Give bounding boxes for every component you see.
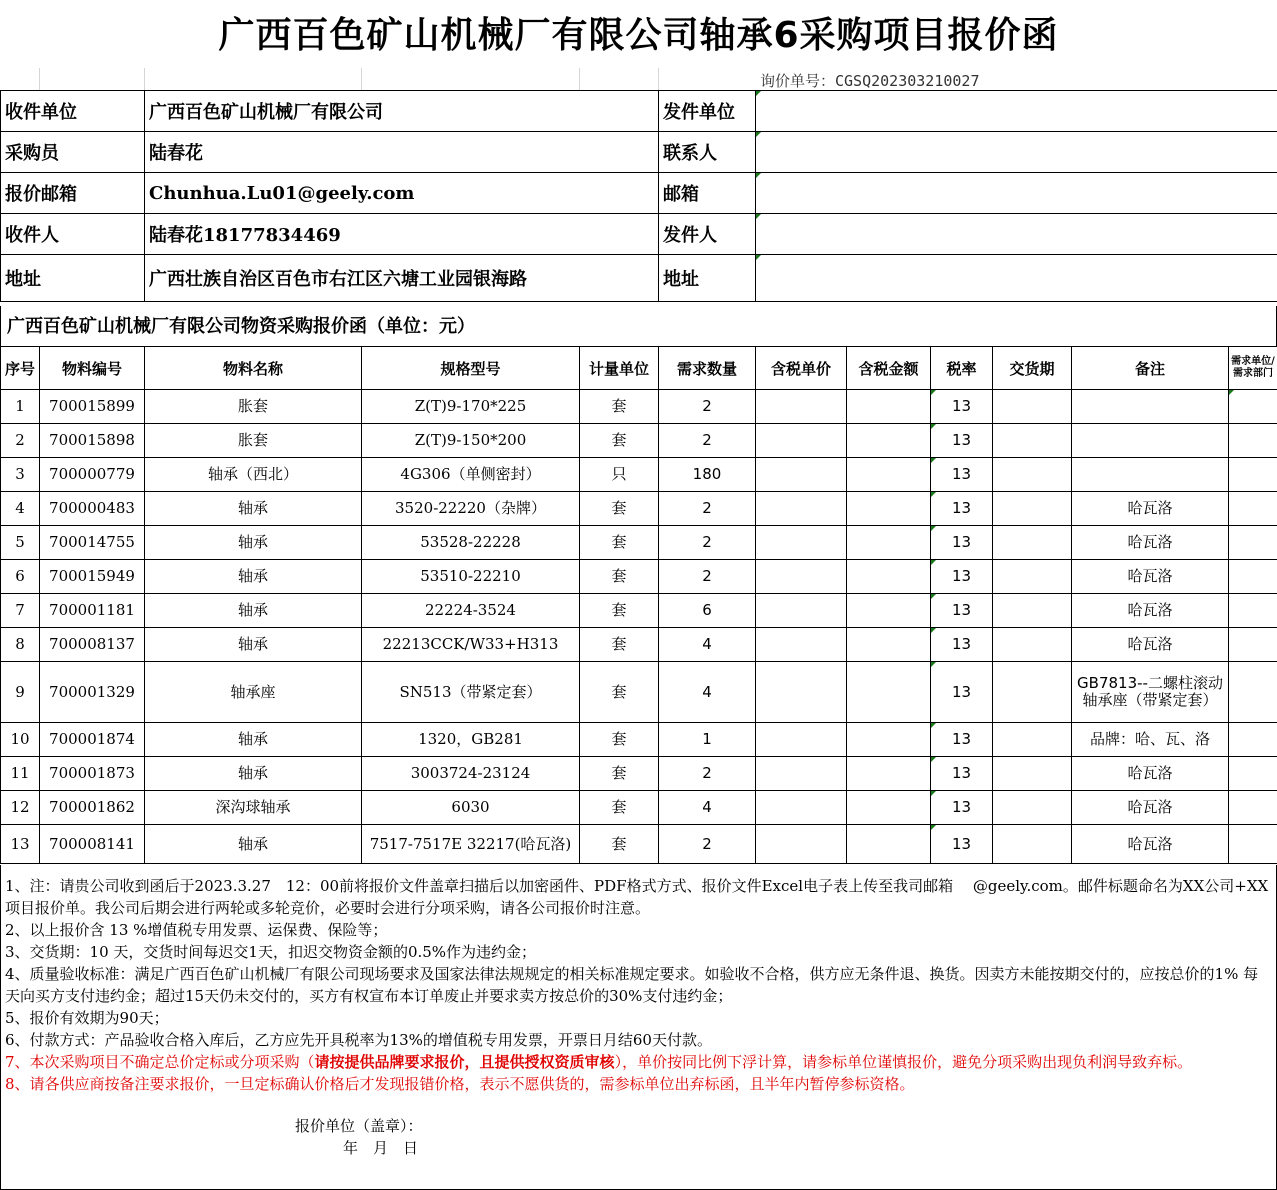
cell-unit-price[interactable] (756, 424, 847, 458)
buyer-label: 采购员 (1, 132, 145, 173)
cell-tax: 13 (931, 723, 993, 757)
cell-name: 深沟球轴承 (145, 791, 362, 825)
page-title: 广西百色矿山机械厂有限公司轴承6采购项目报价函 (218, 15, 1059, 56)
cell-qty: 2 (659, 757, 756, 791)
cell-amount[interactable] (847, 662, 931, 723)
table-header-row (1, 347, 1277, 390)
table-row (1, 594, 1277, 628)
table-row (1, 825, 1277, 864)
cell-no: 6 (1, 560, 40, 594)
cell-unit-price[interactable] (756, 390, 847, 424)
blank-spreadsheet-row (0, 68, 1277, 90)
cell-unit-price[interactable] (756, 825, 847, 864)
cell-unit-price[interactable] (756, 594, 847, 628)
cell-delivery[interactable] (993, 424, 1072, 458)
cell-delivery[interactable] (993, 723, 1072, 757)
cell-dept[interactable] (1229, 560, 1277, 594)
inquiry-number: 询价单号：CGSQ202303210027 (760, 72, 980, 90)
cell-unit-price[interactable] (756, 791, 847, 825)
cell-spec: 22213CCK/W33+H313 (362, 628, 580, 662)
table-row (1, 424, 1277, 458)
cell-name: 轴承 (145, 526, 362, 560)
cell-unit-price[interactable] (756, 492, 847, 526)
cell-code: 700001874 (40, 723, 145, 757)
cell-spec: 53528-22228 (362, 526, 580, 560)
cell-name: 轴承 (145, 492, 362, 526)
cell-dept[interactable] (1229, 424, 1277, 458)
cell-delivery[interactable] (993, 628, 1072, 662)
cell-amount[interactable] (847, 791, 931, 825)
cell-unit: 套 (580, 526, 659, 560)
cell-qty: 180 (659, 458, 756, 492)
cell-dept[interactable] (1229, 662, 1277, 723)
sender-unit-value[interactable] (756, 91, 1277, 132)
email-label: 邮箱 (659, 173, 756, 214)
cell-unit-price[interactable] (756, 458, 847, 492)
cell-remark (1072, 390, 1229, 424)
cell-spec: 3003724-23124 (362, 757, 580, 791)
cell-spec: 53510-22210 (362, 560, 580, 594)
col-header-delivery: 交货期 (993, 347, 1072, 390)
cell-spec: SN513（带紧定套） (362, 662, 580, 723)
buyer-value[interactable]: 陆春花 (145, 132, 659, 173)
cell-dept[interactable] (1229, 594, 1277, 628)
cell-dept[interactable] (1229, 628, 1277, 662)
cell-unit: 套 (580, 628, 659, 662)
address-value[interactable]: 广西壮族自治区百色市右江区六塘工业园银海路 (145, 255, 659, 302)
cell-remark: 哈瓦洛 (1072, 492, 1229, 526)
col-header-name: 物料名称 (145, 347, 362, 390)
cell-amount[interactable] (847, 424, 931, 458)
cell-amount[interactable] (847, 492, 931, 526)
sender-label: 发件人 (659, 214, 756, 255)
cell-delivery[interactable] (993, 560, 1072, 594)
recipient-value[interactable]: 陆春花18177834469 (145, 214, 659, 255)
cell-spec: Z(T)9-150*200 (362, 424, 580, 458)
note-7 (5, 1051, 1272, 1073)
cell-amount[interactable] (847, 390, 931, 424)
cell-delivery[interactable] (993, 757, 1072, 791)
note-2: 2、以上报价含 13 %增值税专用发票、运保费、保险等； (5, 921, 388, 939)
cell-no: 2 (1, 424, 40, 458)
cell-dept[interactable] (1229, 757, 1277, 791)
cell-remark (1072, 424, 1229, 458)
cell-qty: 4 (659, 791, 756, 825)
note-3: 3、交货期：10 天，交货时间每迟交1天，扣迟交物资金额的0.5%作为违约金； (5, 943, 537, 961)
cell-tax: 13 (931, 791, 993, 825)
note-4: 4、质量验收标准：满足广西百色矿山机械厂有限公司现场要求及国家法律法规规定的相关标准规定要求。如验收不合格，供方应无条件退、换货。因卖方未能按期交付的，应按总价的1% 每天向买方支付违约金；超过15天仍未交付的，买方有权宣布本订单废止并要求卖方按总价的30%支付违约金； (5, 965, 1259, 1005)
cell-dept[interactable] (1229, 723, 1277, 757)
col-header-tax: 税率 (931, 347, 993, 390)
col-header-amount: 含税金额 (847, 347, 931, 390)
cell-code: 700015899 (40, 390, 145, 424)
cell-tax: 13 (931, 458, 993, 492)
cell-delivery[interactable] (993, 825, 1072, 864)
recipient-label: 收件人 (1, 214, 145, 255)
table-row (1, 757, 1277, 791)
note-7-emphasis: 请按提供品牌要求报价，且提供授权资质审核 (314, 1053, 615, 1071)
cell-spec: 4G306（单侧密封） (362, 458, 580, 492)
contact-info-table (0, 90, 1277, 302)
cell-spec: Z(T)9-170*225 (362, 390, 580, 424)
table-row (1, 390, 1277, 424)
table-row (1, 492, 1277, 526)
cell-remark: GB7813--二螺柱滚动轴承座（带紧定套） (1072, 662, 1229, 723)
cell-unit: 套 (580, 594, 659, 628)
section-title: 广西百色矿山机械厂有限公司物资采购报价函（单位：元） (0, 306, 1277, 346)
cell-delivery[interactable] (993, 526, 1072, 560)
cell-no: 3 (1, 458, 40, 492)
table-row (1, 560, 1277, 594)
cell-tax: 13 (931, 560, 993, 594)
cell-qty: 2 (659, 424, 756, 458)
col-header-spec: 规格型号 (362, 347, 580, 390)
cell-qty: 2 (659, 560, 756, 594)
cell-name: 胀套 (145, 424, 362, 458)
cell-remark: 哈瓦洛 (1072, 594, 1229, 628)
cell-unit-price[interactable] (756, 526, 847, 560)
col-header-dept: 需求单位/需求部门 (1229, 347, 1277, 390)
info-row (1, 173, 1277, 214)
cell-unit: 只 (580, 458, 659, 492)
info-row (1, 91, 1277, 132)
cell-unit-price[interactable] (756, 757, 847, 791)
receiver-unit-label: 收件单位 (1, 91, 145, 132)
cell-dept[interactable] (1229, 825, 1277, 864)
cell-unit: 套 (580, 723, 659, 757)
info-row (1, 255, 1277, 302)
cell-remark (1072, 458, 1229, 492)
cell-amount[interactable] (847, 594, 931, 628)
cell-unit: 套 (580, 791, 659, 825)
note-7-part-a: 7、本次采购项目不确定总价定标或分项采购（ (5, 1053, 315, 1071)
cell-no: 11 (1, 757, 40, 791)
cell-delivery[interactable] (993, 492, 1072, 526)
cell-dept[interactable] (1229, 526, 1277, 560)
cell-unit-price[interactable] (756, 662, 847, 723)
quote-email-label: 报价邮箱 (1, 173, 145, 214)
contact-value[interactable] (756, 132, 1277, 173)
table-row (1, 662, 1277, 723)
cell-unit: 套 (580, 492, 659, 526)
table-row (1, 526, 1277, 560)
cell-qty: 2 (659, 390, 756, 424)
cell-name: 轴承 (145, 723, 362, 757)
cell-tax: 13 (931, 492, 993, 526)
cell-code: 700001862 (40, 791, 145, 825)
cell-unit: 套 (580, 662, 659, 723)
cell-qty: 2 (659, 526, 756, 560)
cell-amount[interactable] (847, 757, 931, 791)
cell-tax: 13 (931, 526, 993, 560)
cell-code: 700015949 (40, 560, 145, 594)
cell-unit-price[interactable] (756, 628, 847, 662)
cell-name: 轴承 (145, 628, 362, 662)
cell-tax: 13 (931, 825, 993, 864)
note-1: 1、注：请贵公司收到函后于2023.3.27 12：00前将报价文件盖章扫描后以加密函件、PDF格式方式、报价文件Excel电子表上传至我司邮箱 @geely.com。邮件标题命名为XX公司+XX项目报价单。我公司后期会进行两轮或多轮竞价，必要时会进行分项采购，请各公司报价时注意。 (5, 877, 1269, 917)
note-7-part-c: ），单价按同比例下浮计算，请参标单位谨慎报价，避免分项采购出现负利润导致弃标。 (614, 1053, 1193, 1071)
cell-amount[interactable] (847, 560, 931, 594)
cell-code: 700015898 (40, 424, 145, 458)
receiver-unit-value[interactable]: 广西百色矿山机械厂有限公司 (145, 91, 659, 132)
cell-amount[interactable] (847, 825, 931, 864)
sender-unit-label: 发件单位 (659, 91, 756, 132)
cell-unit: 套 (580, 825, 659, 864)
cell-name: 轴承 (145, 825, 362, 864)
cell-spec: 3520-22220（杂牌） (362, 492, 580, 526)
cell-name: 轴承（西北） (145, 458, 362, 492)
cell-unit-price[interactable] (756, 560, 847, 594)
cell-code: 700014755 (40, 526, 145, 560)
cell-tax: 13 (931, 594, 993, 628)
notes-section (0, 865, 1277, 1190)
signature-unit: 报价单位（盖章）： (295, 1117, 423, 1135)
cell-no: 8 (1, 628, 40, 662)
cell-remark: 哈瓦洛 (1072, 526, 1229, 560)
cell-code: 700001181 (40, 594, 145, 628)
cell-dept[interactable] (1229, 492, 1277, 526)
cell-code: 700000779 (40, 458, 145, 492)
email-value[interactable] (756, 173, 1277, 214)
cell-code: 700008141 (40, 825, 145, 864)
cell-code: 700001873 (40, 757, 145, 791)
cell-remark: 哈瓦洛 (1072, 628, 1229, 662)
cell-qty: 4 (659, 628, 756, 662)
cell-name: 轴承座 (145, 662, 362, 723)
note-5: 5、报价有效期为90天； (5, 1009, 169, 1027)
cell-dept[interactable] (1229, 791, 1277, 825)
sender-address-value[interactable] (756, 255, 1277, 302)
cell-spec: 1320，GB281 (362, 723, 580, 757)
cell-qty: 2 (659, 492, 756, 526)
cell-unit: 套 (580, 424, 659, 458)
table-row (1, 723, 1277, 757)
address-label: 地址 (1, 255, 145, 302)
cell-code: 700000483 (40, 492, 145, 526)
cell-delivery[interactable] (993, 390, 1072, 424)
cell-unit: 套 (580, 390, 659, 424)
cell-tax: 13 (931, 424, 993, 458)
contact-label: 联系人 (659, 132, 756, 173)
cell-unit: 套 (580, 757, 659, 791)
cell-amount[interactable] (847, 628, 931, 662)
cell-no: 10 (1, 723, 40, 757)
col-header-qty: 需求数量 (659, 347, 756, 390)
cell-name: 轴承 (145, 560, 362, 594)
cell-tax: 13 (931, 757, 993, 791)
cell-amount[interactable] (847, 526, 931, 560)
cell-spec: 6030 (362, 791, 580, 825)
cell-no: 7 (1, 594, 40, 628)
cell-unit: 套 (580, 560, 659, 594)
cell-name: 胀套 (145, 390, 362, 424)
info-row (1, 132, 1277, 173)
cell-remark: 哈瓦洛 (1072, 791, 1229, 825)
cell-qty: 1 (659, 723, 756, 757)
cell-no: 1 (1, 390, 40, 424)
cell-dept[interactable] (1229, 458, 1277, 492)
cell-no: 13 (1, 825, 40, 864)
cell-unit-price[interactable] (756, 723, 847, 757)
table-row (1, 628, 1277, 662)
cell-delivery[interactable] (993, 458, 1072, 492)
cell-name: 轴承 (145, 594, 362, 628)
cell-qty: 4 (659, 662, 756, 723)
cell-tax: 13 (931, 662, 993, 723)
items-table (0, 346, 1277, 864)
cell-no: 4 (1, 492, 40, 526)
cell-delivery[interactable] (993, 791, 1072, 825)
cell-amount[interactable] (847, 723, 931, 757)
cell-delivery[interactable] (993, 594, 1072, 628)
cell-tax: 13 (931, 628, 993, 662)
cell-delivery[interactable] (993, 662, 1072, 723)
cell-code: 700001329 (40, 662, 145, 723)
cell-code: 700008137 (40, 628, 145, 662)
note-6: 6、付款方式：产品验收合格入库后，乙方应先开具税率为13%的增值税专用发票，开票日月结60天付款。 (5, 1031, 712, 1049)
table-row (1, 458, 1277, 492)
cell-no: 12 (1, 791, 40, 825)
cell-qty: 6 (659, 594, 756, 628)
note-8: 8、请各供应商按备注要求报价，一旦定标确认价格后才发现报错价格，表示不愿供货的，需参标单位出弃标函，且半年内暂停参标资格。 (5, 1075, 915, 1093)
cell-dept[interactable] (1229, 390, 1277, 424)
quote-email-value[interactable]: Chunhua.Lu01@geely.com (145, 173, 659, 214)
cell-no: 5 (1, 526, 40, 560)
col-header-no: 序号 (1, 347, 40, 390)
cell-spec: 22224-3524 (362, 594, 580, 628)
cell-remark: 品牌：哈、瓦、洛 (1072, 723, 1229, 757)
sender-value[interactable] (756, 214, 1277, 255)
signature-date: 年 月 日 (343, 1139, 419, 1157)
col-header-remark: 备注 (1072, 347, 1229, 390)
cell-spec: 7517-7517E 32217(哈瓦洛) (362, 825, 580, 864)
cell-remark: 哈瓦洛 (1072, 757, 1229, 791)
sender-address-label: 地址 (659, 255, 756, 302)
cell-tax: 13 (931, 390, 993, 424)
cell-name: 轴承 (145, 757, 362, 791)
cell-amount[interactable] (847, 458, 931, 492)
cell-remark: 哈瓦洛 (1072, 560, 1229, 594)
col-header-unit: 计量单位 (580, 347, 659, 390)
info-row (1, 214, 1277, 255)
col-header-unit-price: 含税单价 (756, 347, 847, 390)
cell-remark: 哈瓦洛 (1072, 825, 1229, 864)
table-row (1, 791, 1277, 825)
cell-no: 9 (1, 662, 40, 723)
cell-qty: 2 (659, 825, 756, 864)
col-header-code: 物料编号 (40, 347, 145, 390)
